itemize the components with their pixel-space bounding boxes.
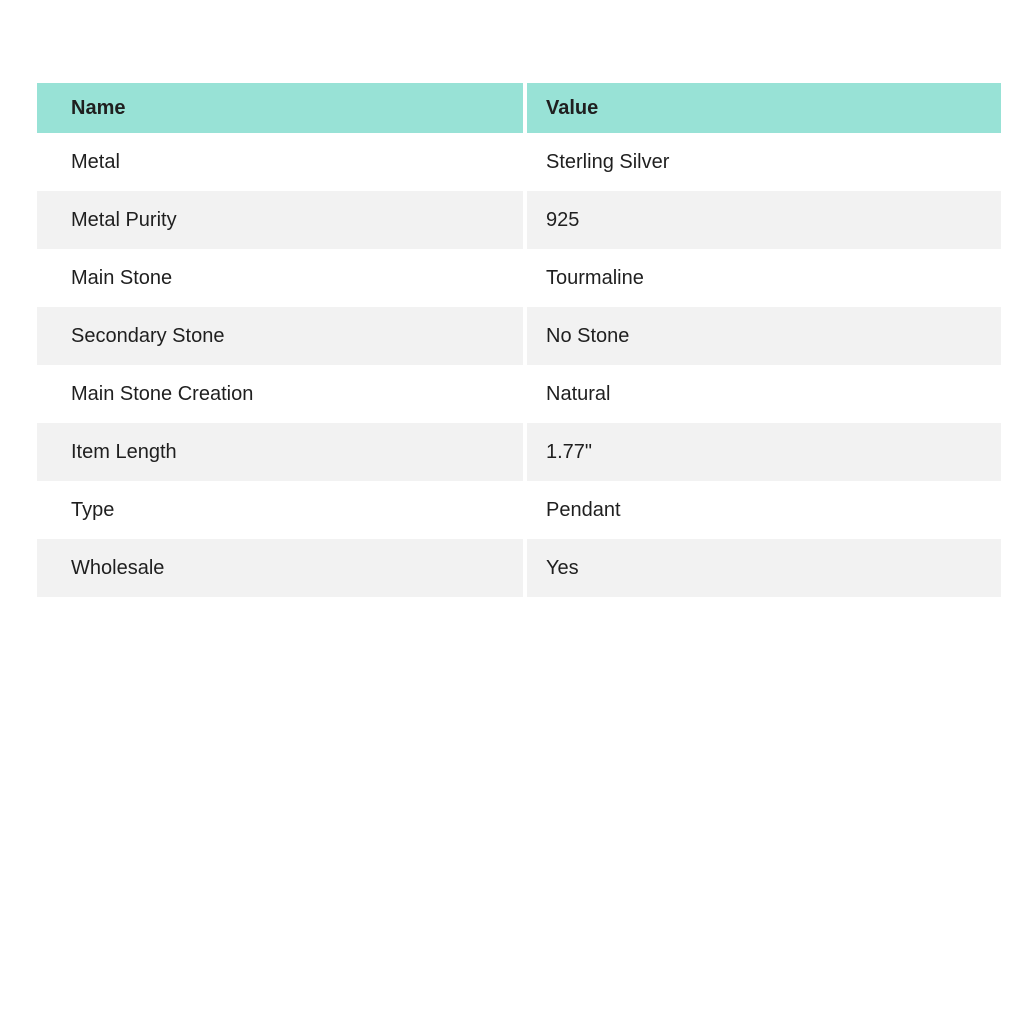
attribute-name-cell: Type: [71, 498, 115, 521]
attribute-value-cell: Natural: [546, 382, 611, 405]
attribute-value-cell: Pendant: [546, 498, 621, 521]
column-header-name: Name: [37, 83, 523, 133]
table-row: [37, 307, 1001, 365]
table-row: [37, 191, 1001, 249]
table-row: [37, 539, 1001, 597]
attribute-value-cell: No Stone: [527, 307, 1001, 365]
attribute-name-cell: Main Stone: [71, 266, 173, 289]
attributes-table: [37, 83, 1001, 597]
attribute-value-cell: Yes: [527, 539, 1001, 597]
table-row: [37, 365, 1001, 423]
table-row: [37, 249, 1001, 307]
attribute-value-cell: 925: [527, 191, 1001, 249]
column-header-value: Value: [527, 83, 1001, 133]
table-row: [37, 481, 1001, 539]
attribute-name-cell: Wholesale: [37, 539, 523, 597]
attribute-name-cell: Metal Purity: [37, 191, 523, 249]
attribute-name-cell: Metal: [71, 150, 120, 173]
attribute-name-cell: Secondary Stone: [37, 307, 523, 365]
table-row: [37, 133, 1001, 191]
attribute-value-cell: Tourmaline: [546, 266, 644, 289]
attribute-value-cell: 1.77": [527, 423, 1001, 481]
attribute-value-cell: Sterling Silver: [546, 150, 670, 173]
table-header-row: [37, 83, 1001, 133]
table-row: [37, 423, 1001, 481]
attribute-name-cell: Item Length: [37, 423, 523, 481]
attribute-name-cell: Main Stone Creation: [71, 382, 254, 405]
